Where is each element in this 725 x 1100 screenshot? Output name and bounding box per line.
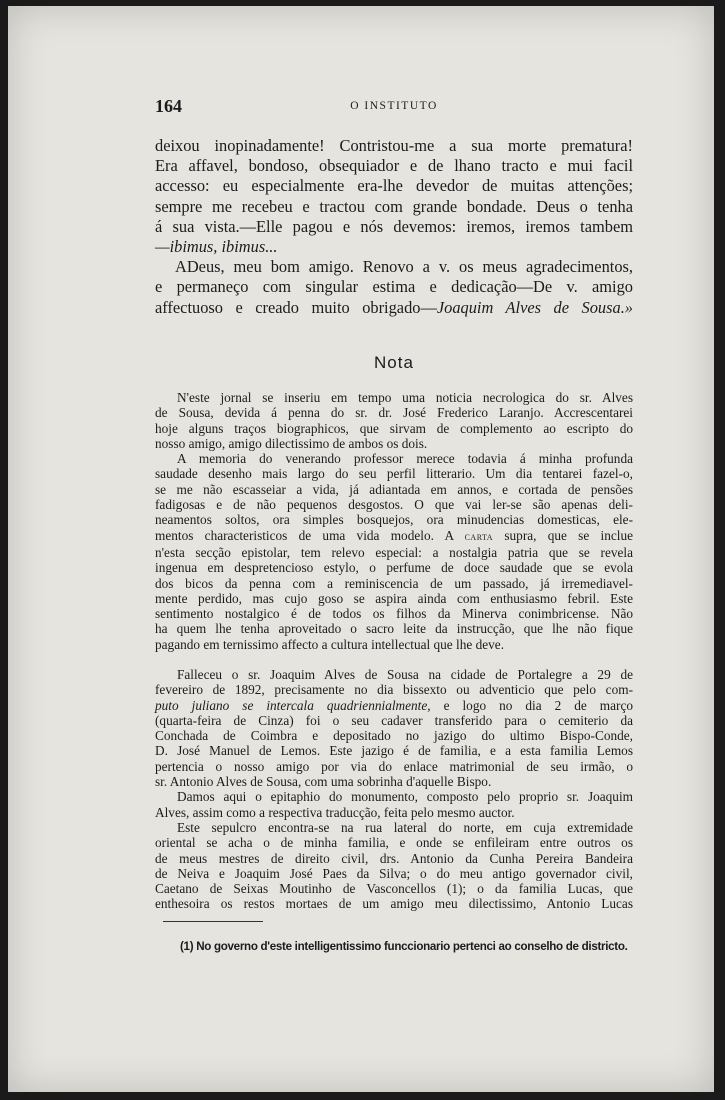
running-title: O INSTITUTO xyxy=(350,100,438,112)
text-line: Este sepulcro encontra-se na rua lateral do norte, em cuja extremidade xyxy=(177,819,633,835)
text-line: N'este jornal se inseriu em tempo uma noticia necrologica do sr. Alves xyxy=(177,390,633,405)
text-line xyxy=(155,237,633,257)
text-line: enthesoira os restos mortaes de um amigo meu dilectissimo, Antonio Lucas xyxy=(155,896,633,912)
text-line: sentimento nostalgico é de todos os filhos da Minerva conimbricense. Não xyxy=(155,606,633,622)
signature-name: Joaquim Alves de Sousa.» xyxy=(436,297,633,317)
text-line: de Sousa, devida á penna do sr. dr. José Frederico Laranjo. Accrescentarei xyxy=(155,405,633,421)
text-fragment: e logo no dia 2 de março xyxy=(443,697,633,713)
text-line: oriental se acha o de minha familia, e onde se enfileiram entre outros os xyxy=(155,835,633,851)
text-fragment: mentos characteristicos de uma vida modelo. A xyxy=(155,527,454,543)
text-line: fadigosas e de não pequenos desgostos. O que vai ler-se são apenas deli- xyxy=(155,497,633,513)
text-line xyxy=(155,298,633,318)
text-line: ADeus, meu bom amigo. Renovo a v. os meus agradecimentos, xyxy=(175,257,633,277)
text-line: Caetano de Seixas Moutinho de Vasconcellos (1); o da familia Lucas, que xyxy=(155,881,633,897)
text-line: Alves, assim como a respectiva traducção, feita pelo mesmo auctor. xyxy=(155,804,515,820)
book-page xyxy=(8,6,714,1092)
page-header xyxy=(155,96,633,122)
text-line: n'esta secção epistolar, tem relevo especial: a nostalgia patria que se revela xyxy=(155,544,633,560)
footnote-rule xyxy=(163,921,263,922)
text-line: pertencia o nosso amigo por via do enlace matrimonial de seu irmão, o xyxy=(155,758,633,774)
biography-text xyxy=(155,667,633,912)
text-line: saudade desenho mais largo do seu perfil litterario. Um dia tentarei fazel-o, xyxy=(155,466,633,482)
text-line: D. José Manuel de Lemos. Este jazigo é de familia, e a esta familia Lemos xyxy=(155,743,633,759)
closing-text: affectuoso e creado muito obrigado— xyxy=(155,297,437,317)
text-line: sr. Antonio Alves de Sousa, com uma sobrinha d'aquelle Bispo. xyxy=(155,774,492,790)
text-line: e permaneço com singular estima e dedicação—De v. amigo xyxy=(155,277,633,297)
small-caps-word: carta xyxy=(464,530,494,543)
text-line: nosso amigo, amigo dilectissimo de ambos os dois. xyxy=(155,435,428,451)
text-fragment: supra, que se inclue xyxy=(504,527,633,543)
text-line: (quarta-feira de Cinza) foi o seu cadaver transferido para o cemiterio da xyxy=(155,712,633,728)
text-line: accesso: eu especialmente era-lhe devedor de muitas attenções; xyxy=(155,176,633,196)
text-line: deixou inopinadamente! Contristou-me a sua morte prematura! xyxy=(155,136,633,155)
text-line: ha quem lhe tenha aproveitado o sacro leite da instrucção, que lhe não fique xyxy=(155,621,633,637)
text-line: de meus mestres de direito civil, drs. Antonio da Cunha Pereira Bandeira xyxy=(155,850,633,866)
text-line: hoje alguns traços biographicos, que sirvam de complemento ao escripto do xyxy=(155,420,633,436)
text-line: de Neiva e Joaquim José Paes da Silva; o do meu antigo governador civil, xyxy=(155,865,633,881)
text-line: se me não escasseiar a vida, já adiantada em annos, e cortada de pensões xyxy=(155,481,633,497)
text-line: Falleceu o sr. Joaquim Alves de Sousa na cidade de Portalegre a 29 de xyxy=(177,667,633,682)
text-line: Era affavel, bondoso, obsequiador e de lhano tracto e mui facil xyxy=(155,156,633,176)
text-line: Damos aqui o epitaphio do monumento, composto pelo proprio sr. Joaquim xyxy=(177,789,633,805)
letter-text xyxy=(155,136,633,318)
text-line: fevereiro de 1892, precisamente no dia bissexto ou adventicio que pelo com- xyxy=(155,682,633,698)
italic-fragment: puto juliano se intercala quadriennialmente, xyxy=(155,697,431,713)
note-title: Nota xyxy=(374,353,414,372)
text-line: A memoria do venerando professor merece todavia á minha profunda xyxy=(177,451,633,467)
latin-phrase: —ibimus, ibimus... xyxy=(155,237,278,257)
text-line: dos bicos da penna com a reminiscencia de um passado, já irremediavel- xyxy=(155,575,633,591)
page-number: 164 xyxy=(155,96,182,116)
footnote: (1) No governo d'este intelligentissimo funccionario pertenci ao conselho de districto. xyxy=(180,940,628,953)
text-line: Conchada de Coimbra e depositado no jazigo do ultimo Bispo-Conde, xyxy=(155,728,633,744)
text-line: neamentos soltos, ora simples bosquejos, ora minudencias domesticas, ele- xyxy=(155,512,633,528)
text-line: mente perdido, mas cujo goso se aspira ainda com enthusiasmo febril. Este xyxy=(155,590,633,606)
text-line: ingenua em despretencioso estylo, o perfume de doce saudade que se evola xyxy=(155,560,633,576)
note-text xyxy=(155,390,633,652)
text-line xyxy=(155,528,633,545)
text-line: pagando em ternissimo affecto a cultura intellectual que lhe deve. xyxy=(155,636,505,652)
text-line: sempre me recebeu e tractou com grande bondade. Deus o tenha xyxy=(155,196,633,216)
text-line xyxy=(155,698,633,713)
text-line: á sua vista.—Elle pagou e nós devemos: iremos, iremos tambem xyxy=(155,216,633,236)
